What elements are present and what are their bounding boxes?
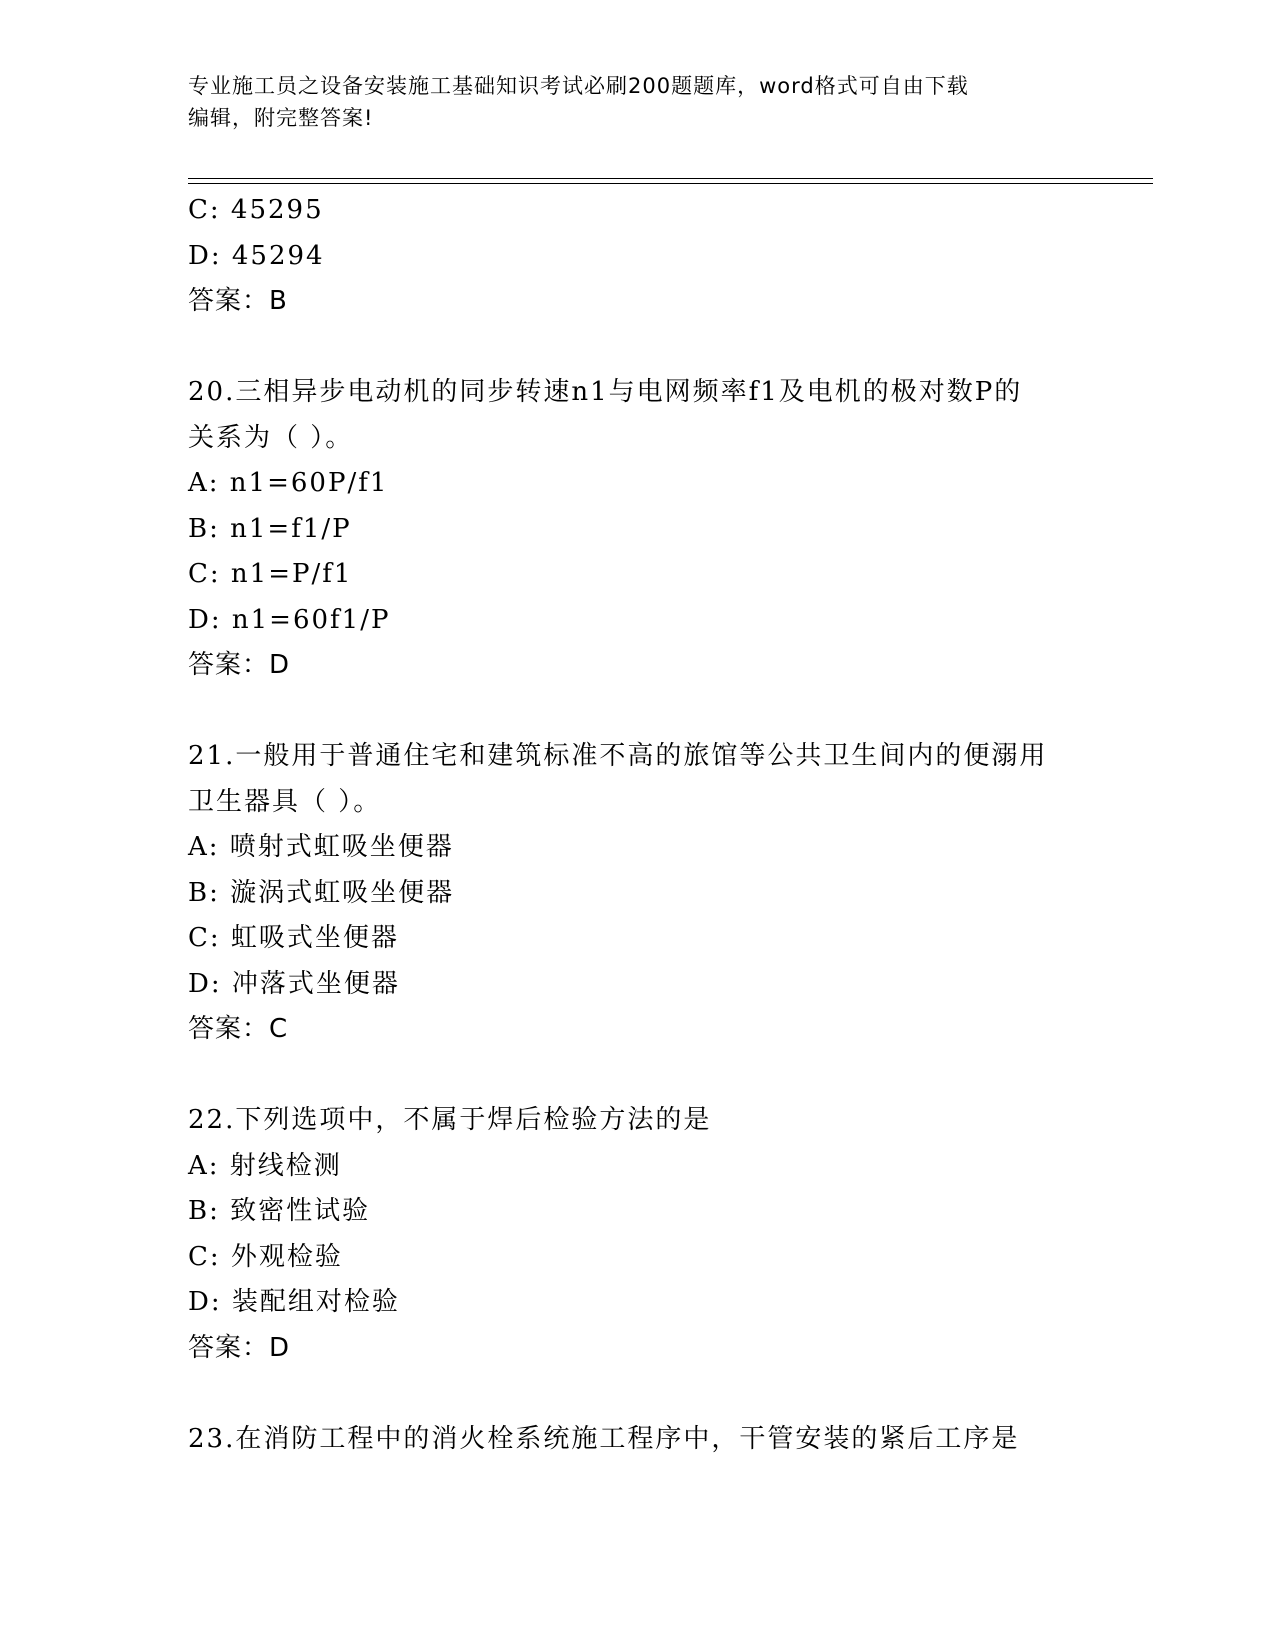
answer: 答案：C	[188, 1014, 289, 1044]
answer: 答案：B	[188, 286, 288, 316]
option-d: D: n1=60f1/P	[188, 604, 391, 635]
question-stem: 20.三相异步电动机的同步转速n1与电网频率f1及电机的极对数P的	[188, 377, 1023, 407]
option-a: A: 射线检测	[188, 1150, 342, 1181]
question-list	[188, 188, 1088, 1462]
spacer	[188, 1371, 1088, 1417]
option-c: C: n1=P/f1	[188, 559, 353, 589]
question-stem: 21.一般用于普通住宅和建筑标准不高的旅馆等公共卫生间内的便溺用	[188, 741, 1048, 771]
option-b: B: 漩涡式虹吸坐便器	[188, 877, 455, 908]
spacer	[188, 1053, 1088, 1099]
option-b: B: n1=f1/P	[188, 513, 352, 544]
option-b: B: 致密性试验	[188, 1196, 371, 1226]
question-stem: 22.下列选项中，不属于焊后检验方法的是	[188, 1105, 712, 1135]
option-d: D: 45294	[188, 240, 325, 271]
spacer	[188, 325, 1088, 371]
option-c: C: 45295	[188, 195, 324, 225]
spacer	[188, 689, 1088, 735]
option-d: D: 装配组对检验	[188, 1287, 400, 1317]
option-d: D: 冲落式坐便器	[188, 968, 400, 999]
option-a: A: 喷射式虹吸坐便器	[188, 832, 454, 862]
page-header	[188, 70, 1068, 134]
header-line-1: 专业施工员之设备安装施工基础知识考试必刷200题题库，word格式可自由下载	[188, 74, 969, 98]
header-divider-top	[188, 178, 1153, 179]
answer: 答案：D	[188, 1332, 291, 1363]
header-line-2: 编辑，附完整答案!	[188, 106, 374, 130]
option-c: C: 虹吸式坐便器	[188, 923, 399, 953]
answer: 答案：D	[188, 650, 291, 680]
header-divider-bottom	[188, 183, 1153, 184]
option-a: A: n1=60P/f1	[188, 468, 389, 498]
option-c: C: 外观检验	[188, 1241, 343, 1272]
question-stem: 卫生器具（ ）。	[188, 786, 382, 817]
question-stem: 23.在消防工程中的消火栓系统施工程序中，干管安装的紧后工序是	[188, 1423, 1020, 1454]
question-stem: 关系为（ ）。	[188, 422, 354, 453]
